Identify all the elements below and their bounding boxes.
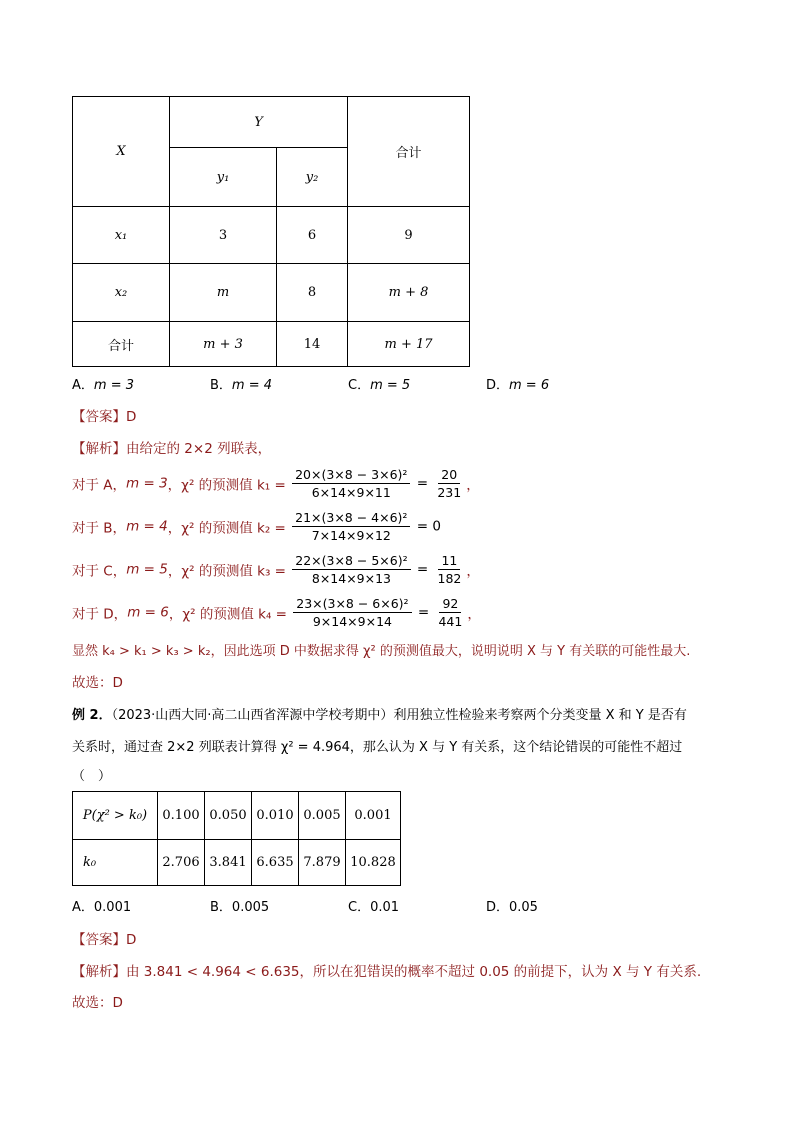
cell: m + 17 [348,322,470,367]
row-label: x₁ [73,207,170,264]
q2-stem-line2: 关系时，通过查 2×2 列联表计算得 χ² = 4.964，那么认为 X 与 Y 有关系，这个结论错误的可能性不超过 [72,740,683,755]
cell: 7.879 [299,840,346,886]
cell: 6 [277,207,348,264]
cell: 14 [277,322,348,367]
row-label: P(χ² > k₀) [73,792,158,840]
q1-answer: 【答案】D [72,409,137,425]
cell: 0.010 [252,792,299,840]
case-b: 对于 B，m = 4，χ² 的预测值 k₂ = $\frac{\text{21×(3×8 − 4×6)²}}{7\times 14\times 9\times 12}$ = 0 [72,510,441,543]
table-row [73,264,470,322]
row-label: x₂ [73,264,170,322]
cell: 0.100 [158,792,205,840]
q1-conclusion: 显然 k₄ > k₁ > k₃ > k₂，因此选项 D 中数据求得 χ² 的预测值最大，说明说明 X 与 Y 有关联的可能性最大. [72,644,691,659]
q1-final: 故选：D [72,675,123,691]
header-total: 合计 [348,97,470,207]
q2-stem-line1: 例 2．（2023·山西大同·高二山西省浑源中学校考期中）利用独立性检验来考察两个分类变量 X 和 Y 是否有 [72,708,687,723]
option-c: C．m = 5 [348,378,411,393]
table-row [73,792,401,840]
contingency-table [72,96,470,367]
cell: 3 [170,207,277,264]
option-b: B．m = 4 [210,378,273,393]
q2-option-a: A．0.001 [72,900,132,915]
case-c: 对于 C，m = 5，χ² 的预测值 k₃ = $\frac{\text{22×(3×8 − 5×6)²}}{8\times 14\times 9\times 13}$ = $\frac{11}{182}$ ， [72,553,480,586]
table-row [73,207,470,264]
q2-answer: 【答案】D [72,932,137,948]
row-label: k₀ [73,840,158,886]
option-d: D．m = 6 [486,378,550,393]
cell: 9 [348,207,470,264]
q2-option-c: C．0.01 [348,900,400,915]
cell: 0.005 [299,792,346,840]
cell: m [170,264,277,322]
cell: m + 8 [348,264,470,322]
header-y1: y₁ [170,148,277,207]
header-y2: y₂ [277,148,348,207]
row-label: 合计 [73,322,170,367]
cell: m + 3 [170,322,277,367]
critical-value-table [72,791,401,886]
case-d: 对于 D，m = 6，χ² 的预测值 k₄ = $\frac{\text{23×(3×8 − 6×6)²}}{9\times 14\times 9\times 14}$ = $\frac{92}{441}$ ， [72,596,481,629]
q1-analysis-intro: 【解析】由给定的 2×2 列联表， [72,441,272,457]
cell: 10.828 [346,840,401,886]
cell: 0.050 [205,792,252,840]
cell: 6.635 [252,840,299,886]
header-y: Y [170,97,348,148]
q2-option-d: D．0.05 [486,900,538,915]
q2-final: 故选：D [72,995,123,1011]
cell: 2.706 [158,840,205,886]
case-a: 对于 A，m = 3，χ² 的预测值 k₁ = $\frac{\text{20×(3×8 − 3×6)²}}{6\times 14\times 9\times 11}$ = $\frac{20}{231}$ ， [72,467,480,500]
header-x: X [73,97,170,207]
table-row [73,840,401,886]
q2-paren: （ ） [72,769,112,784]
cell: 8 [277,264,348,322]
q2-option-b: B．0.005 [210,900,270,915]
table-row [73,322,470,367]
q2-analysis: 【解析】由 3.841 < 4.964 < 6.635，所以在犯错误的概率不超过 0.05 的前提下，认为 X 与 Y 有关系. [72,964,702,980]
cell: 0.001 [346,792,401,840]
option-a: A．m = 3 [72,378,134,393]
cell: 3.841 [205,840,252,886]
